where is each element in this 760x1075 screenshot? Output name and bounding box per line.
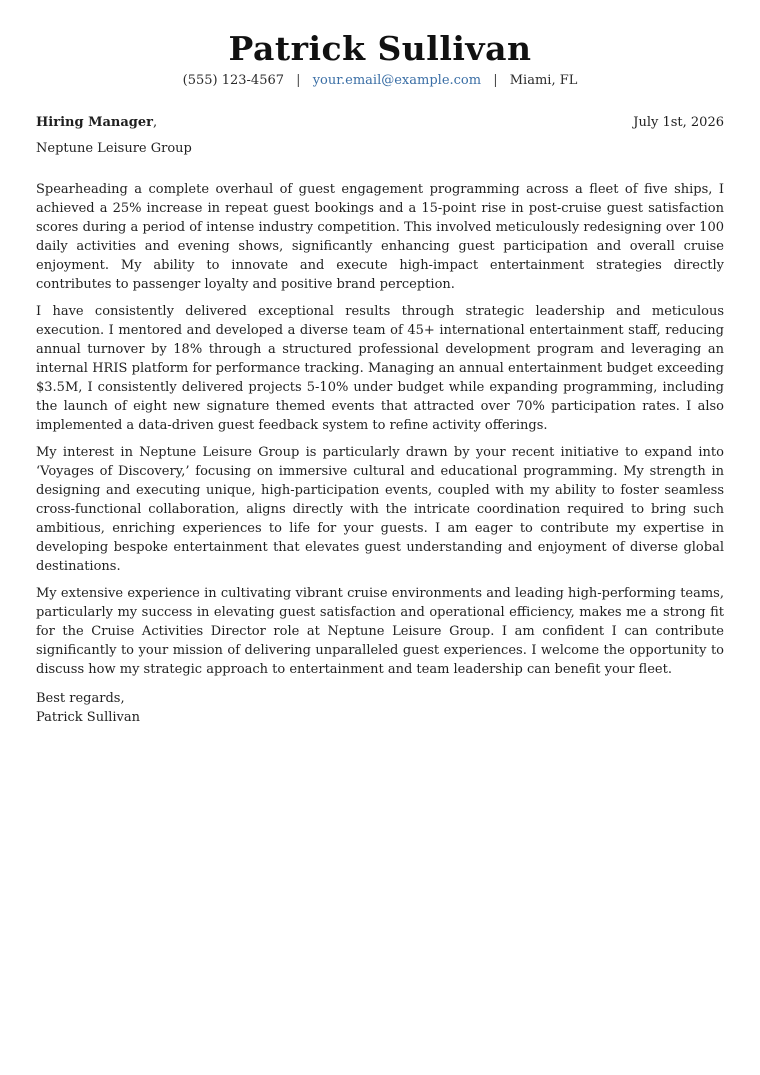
letter-date: July 1st, 2026	[633, 115, 724, 130]
phone-number: (555) 123-4567	[182, 73, 285, 88]
body-paragraph-3: My interest in Neptune Leisure Group is particularly drawn by your recent initiative to expand into ‘Voyages of Discovery,’ focusing on immersive cultural and educational programming. My strength in designing and executing unique, high-participation events, coupled with my ability to foster seamless cross-functional collaboration, aligns directly with the intricate coordination required to bring such ambitious, enriching experiences to life for your guests. I am eager to contribute my expertise in developing bespoke entertainment that elevates guest understanding and enjoyment of diverse global destinations.	[36, 445, 724, 574]
applicant-name: Patrick Sullivan	[228, 29, 532, 68]
body-paragraph-2: I have consistently delivered exceptional results through strategic leadership and meticulous execution. I mentored and developed a diverse team of 45+ international entertainment staff, reducing annual turnover by 18% through a structured professional development program and leveraging an internal HRIS platform for performance tracking. Managing an annual entertainment budget exceeding $3.5M, I consistently delivered projects 5-10% under budget while expanding programming, including the launch of eight new signature themed events that attracted over 70% participation rates. I also implemented a data-driven guest feedback system to refine activity offerings.	[36, 304, 724, 433]
company-name: Neptune Leisure Group	[36, 141, 192, 156]
signature-name: Patrick Sullivan	[36, 710, 141, 725]
location: Miami, FL	[509, 73, 578, 88]
hiring-manager-label: Hiring Manager	[36, 115, 153, 130]
email-link[interactable]: your.email@example.com	[312, 73, 482, 88]
signoff: Best regards,	[36, 691, 125, 706]
body-paragraph-4: My extensive experience in cultivating vibrant cruise environments and leading high-performing teams, particularly my success in elevating guest satisfaction and operational efficiency, makes me a strong fit for the Cruise Activities Director role at Neptune Leisure Group. I am confident I can contribute significantly to your mission of delivering unparalleled guest experiences. I welcome the opportunity to discuss how my strategic approach to entertainment and team leadership can benefit your fleet.	[36, 586, 724, 677]
body-paragraph-1: Spearheading a complete overhaul of guest engagement programming across a fleet of five ships, I achieved a 25% increase in repeat guest bookings and a 15-point rise in post-cruise guest satisfaction scores during a period of intense industry competition. This involved meticulously redesigning over 100 daily activities and evening shows, significantly enhancing guest participation and overall cruise enjoyment. My ability to innovate and execute high-impact entertainment strategies directly contributes to passenger loyalty and positive brand perception.	[36, 182, 724, 292]
contact-line	[36, 72, 724, 90]
contact-separator: |	[296, 73, 301, 88]
salutation-punctuation: ,	[152, 115, 158, 130]
salutation	[36, 114, 157, 132]
recipient-row	[36, 114, 724, 132]
closing-block	[36, 689, 724, 727]
contact-separator: |	[493, 73, 498, 88]
letter-body	[36, 180, 724, 679]
